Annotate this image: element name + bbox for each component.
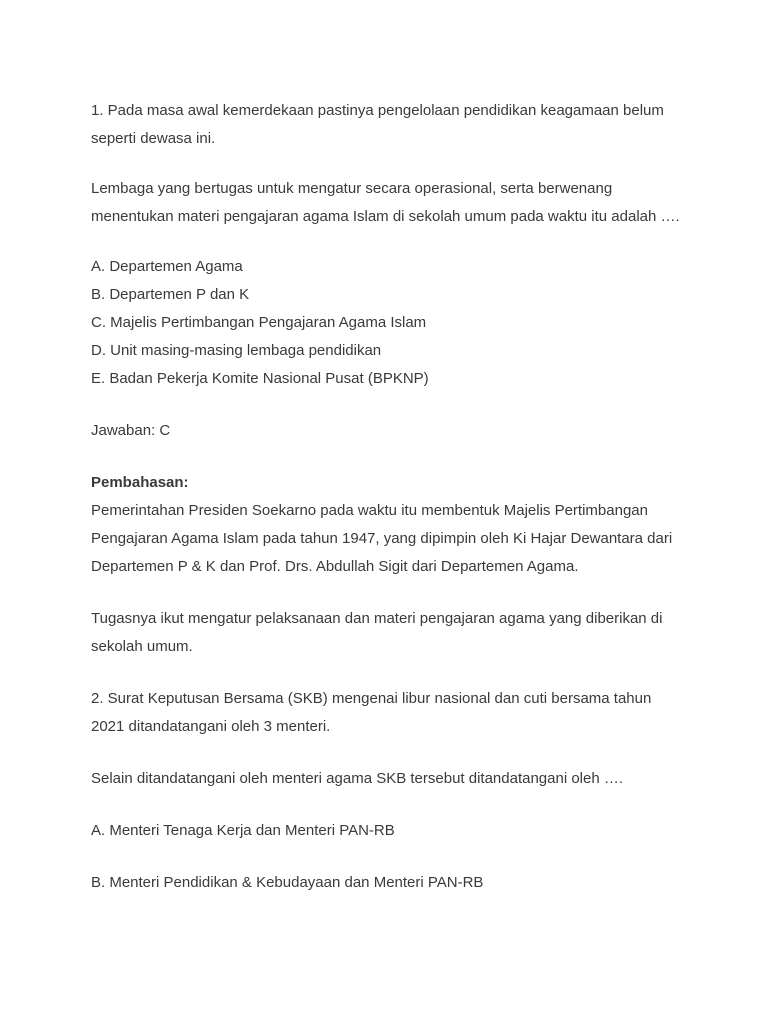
q1-question-line-1: Lembaga yang bertugas untuk mengatur secara operasional, serta berwenang xyxy=(91,180,613,197)
q1-options-list xyxy=(91,253,691,393)
q1-option-d: D. Unit masing-masing lembaga pendidikan xyxy=(91,342,382,359)
document-page xyxy=(91,97,691,897)
question-2 xyxy=(91,685,691,897)
q2-option-b: B. Menteri Pendidikan & Kebudayaan dan Menteri PAN-RB xyxy=(91,874,484,891)
q1-extra-line-1: Tugasnya ikut mengatur pelaksanaan dan materi pengajaran agama yang diberikan di xyxy=(91,610,663,627)
q2-intro-line-1: 2. Surat Keputusan Bersama (SKB) mengenai libur nasional dan cuti bersama tahun xyxy=(91,690,652,707)
q1-discussion-line-1: Pemerintahan Presiden Soekarno pada waktu itu membentuk Majelis Pertimbangan xyxy=(91,502,648,519)
q1-extra-line-2: sekolah umum. xyxy=(91,638,193,655)
q2-option-a: A. Menteri Tenaga Kerja dan Menteri PAN-RB xyxy=(91,822,395,839)
q1-intro-line-1: 1. Pada masa awal kemerdekaan pastinya pengelolaan pendidikan keagamaan belum xyxy=(91,102,664,119)
q1-intro-line-2: seperti dewasa ini. xyxy=(91,130,216,147)
q1-option-c: C. Majelis Pertimbangan Pengajaran Agama Islam xyxy=(91,314,427,331)
q1-option-e: E. Badan Pekerja Komite Nasional Pusat (BPKNP) xyxy=(91,370,429,387)
q1-question-line-2: menentukan materi pengajaran agama Islam di sekolah umum pada waktu itu adalah …. xyxy=(91,208,680,225)
q1-discussion-heading: Pembahasan: xyxy=(91,474,189,491)
q1-answer: Jawaban: C xyxy=(91,422,171,439)
q1-option-a: A. Departemen Agama xyxy=(91,258,243,275)
q1-discussion-line-3: Departemen P & K dan Prof. Drs. Abdullah Sigit dari Departemen Agama. xyxy=(91,558,579,575)
q2-intro-line-2: 2021 ditandatangani oleh 3 menteri. xyxy=(91,718,331,735)
q1-option-b: B. Departemen P dan K xyxy=(91,286,250,303)
q2-question: Selain ditandatangani oleh menteri agama SKB tersebut ditandatangani oleh …. xyxy=(91,770,624,787)
q1-discussion-line-2: Pengajaran Agama Islam pada tahun 1947, yang dipimpin oleh Ki Hajar Dewantara dari xyxy=(91,530,673,547)
question-1 xyxy=(91,97,691,661)
